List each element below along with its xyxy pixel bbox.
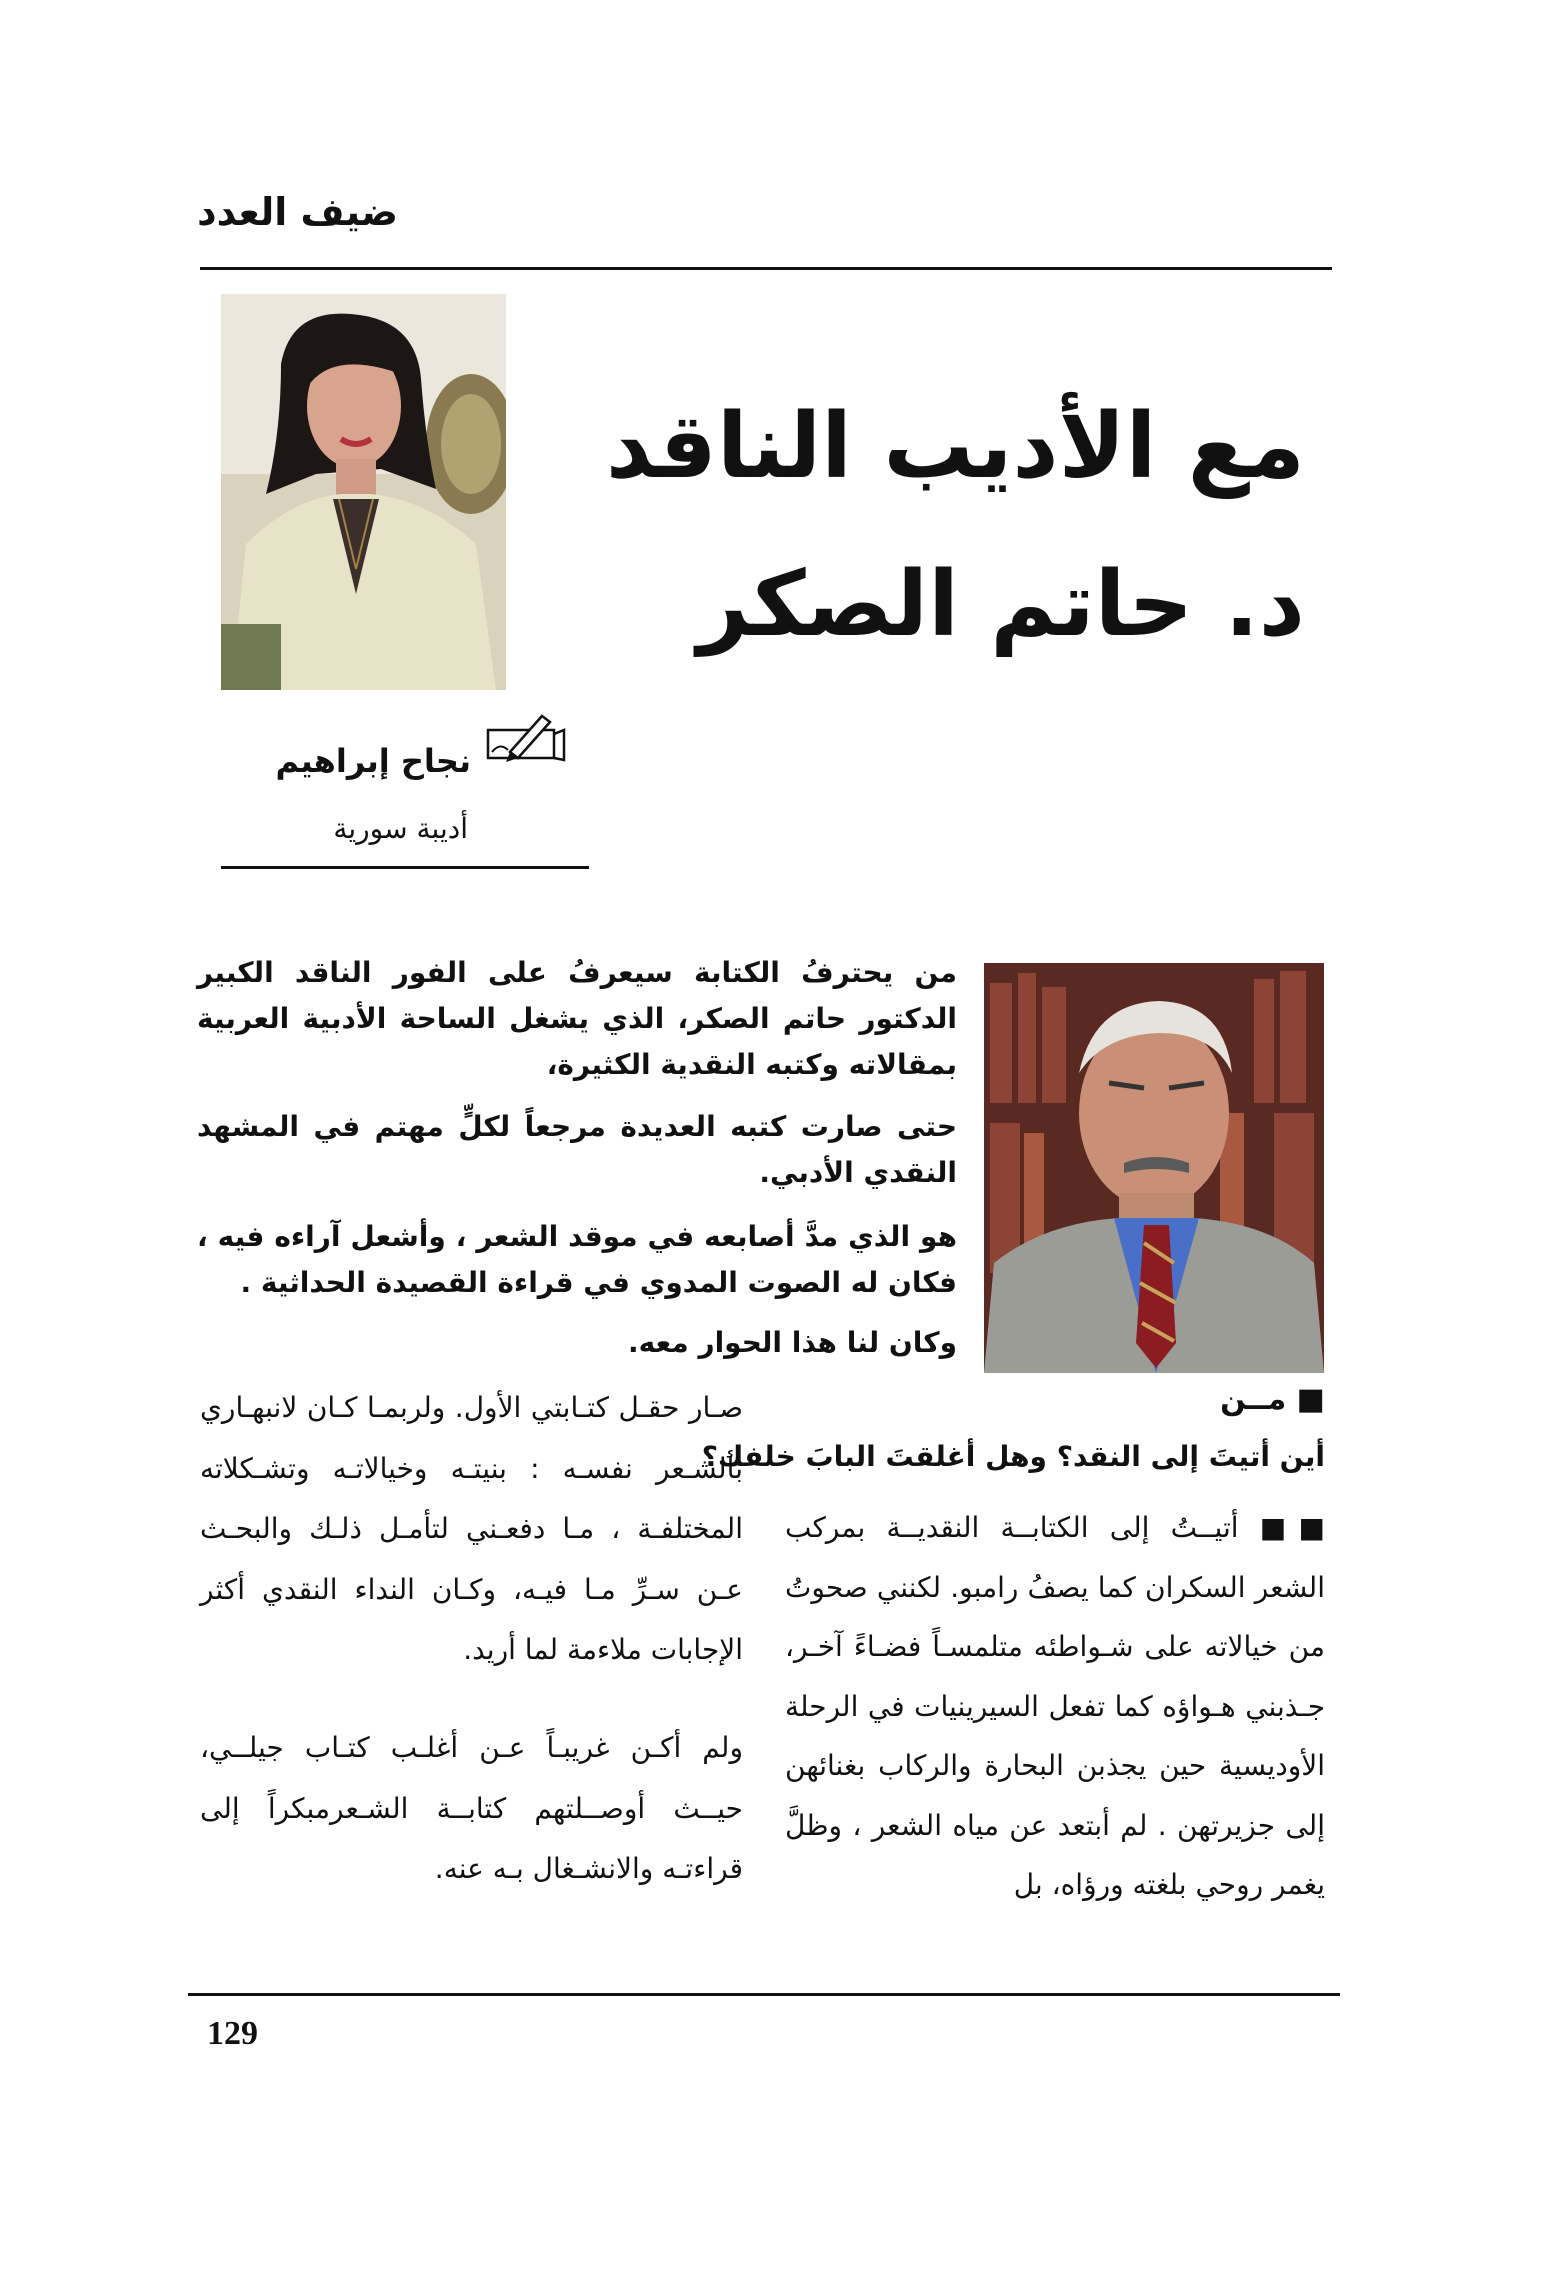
author-photo bbox=[221, 294, 506, 690]
intro-paragraph-1: من يحترفُ الكتابة سيعرفُ على الفور الناقد الكبير الدكتور حاتم الصكر، الذي يشغل الساحة الأدبية العربية بمقالاته وكتبه النقدية الكثيرة، bbox=[197, 956, 957, 1081]
section-title: ضيف العدد bbox=[197, 190, 398, 234]
pen-writing-icon bbox=[480, 712, 566, 764]
page-number: 129 bbox=[207, 2015, 258, 2052]
answer-left-column-paragraph-1: صـار حقـل كتـابتي الأول. ولربمـا كـان لانبهـاري بالشـعر نفسـه : بنيتـه وخيالاتـه وتشـكلاته المختلفـة ، مـا دفعـني لتأمـل ذلـك والبحـث عـن سـرِّ مـا فيـه، وكـان النداء النقدي أكثر الإجابات ملاءمة لما أريد. bbox=[200, 1391, 743, 1666]
intro-paragraph-3: هو الذي مدَّ أصابعه في موقد الشعر ، وأشعل آراءه فيه ، فكان له الصوت المدوي في قراءة القصيدة الحداثية . bbox=[197, 1220, 957, 1299]
intro-paragraph-4: وكان لنا هذا الحوار معه. bbox=[627, 1326, 957, 1359]
headline-line-2: د. حاتم الصكر bbox=[697, 552, 1305, 657]
author-role: أديبة سورية bbox=[333, 812, 468, 845]
footer-divider bbox=[188, 1993, 1340, 1996]
headline-line-1: مع الأديب الناقد bbox=[605, 394, 1305, 499]
question-marker: ■ مــن bbox=[1220, 1382, 1325, 1417]
byline-divider bbox=[221, 866, 589, 869]
interview-question: أين أتيتَ إلى النقد؟ وهل أغلقتَ البابَ خلفك؟ bbox=[701, 1440, 1325, 1473]
answer-left-column-paragraph-2: ولم أكـن غريبـاً عـن أغلـب كتـاب جيلــي، حيــث أوصــلتهم كتابــة الشـعرمبكراً إلى قراءتـه والانشـغال بـه عنه. bbox=[200, 1731, 743, 1885]
critic-photo bbox=[984, 963, 1324, 1373]
intro-paragraph-2: حتى صارت كتبه العديدة مرجعاً لكلٍّ مهتم في المشهد النقدي الأدبي. bbox=[197, 1110, 957, 1189]
top-divider bbox=[200, 267, 1332, 270]
author-name: نجاح إبراهيم bbox=[275, 742, 471, 780]
answer-right-column: ■■ أتيــتُ إلى الكتابــة النقديــة بمركب الشعر السكران كما يصفُ رامبو. لكنني صحوتُ من خيالاته على شـواطئه متلمسـاً فضـاءً آخـر، جـذبني هـواؤه كما تفعل السيرينيات في الرحلة الأوديسية حين يجذبن البحارة والركاب بغنائهن إلى جزيرتهن . لم أبتعد عن مياه الشعر ، وظلَّ يغمر روحي بلغته ورؤاه، بل bbox=[785, 1511, 1325, 1901]
